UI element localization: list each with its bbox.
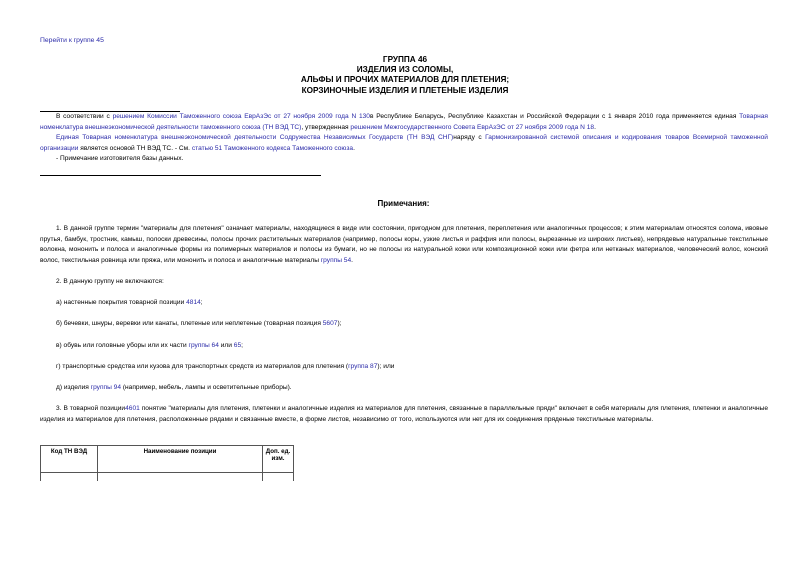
text: . [353, 144, 355, 152]
table-cell [263, 473, 294, 482]
back-to-group-45-link[interactable]: Перейти к группе 45 [40, 37, 104, 44]
text: или [218, 341, 234, 349]
note-2b [40, 319, 768, 330]
text: ; [241, 341, 243, 349]
text: В соответствии с [56, 113, 113, 120]
group-94-link[interactable]: группы 94 [90, 383, 122, 391]
text: в Республике Беларусь, Республике Казахстан и Российской Федерации с 1 января 2010 года применяется единая [369, 113, 740, 120]
text: 1. В данной группе термин "материалы для плетения" означает материалы, находящиеся в виде или состоянии, пригодном для плетения, переплетения или аналогичных процессов; к этим материалам относятся солома, ивовые прутья, бамбук, тростник, камыш, полоски древесины, полосы прочих растительных материалов (например, полосы коры, узкие листья и раффия или полосы, вырезанные из широких листьев), непрядевые натуральные текстильные волокна, мононить и полоса и аналогичные формы из полимерных материалов и полосы из бумаги, но не полосы из натуральной кожи или композиционной кожи или фетра или нетканых материалов, человеческий волос, конский волос, текстильная ровница или пряжа, или мононить и полоса и аналогичные материалы [40, 225, 768, 264]
heading-4601-link[interactable]: 4601 [125, 405, 140, 413]
group-87-link[interactable]: группа 87 [348, 362, 378, 370]
text: . [594, 123, 596, 131]
text: а) настенные покрытия товарной позиции [56, 299, 187, 307]
table-cell [41, 473, 98, 482]
harmonized-system-link[interactable]: Гармонизированной системой описания и кодирования товаров Всемирной таможенной организации [40, 134, 768, 152]
column-header-code: Код ТН ВЭД [41, 446, 98, 473]
note-2: 2. В данную группу не включаются: [56, 277, 164, 285]
note-2d [40, 362, 768, 373]
text: наряду с [453, 134, 486, 142]
page-title [250, 55, 560, 96]
group-54-link[interactable]: группы 54 [320, 256, 352, 264]
text: , утвержденная [301, 123, 351, 131]
tariff-table [40, 445, 294, 481]
text: понятие "материалы для плетения, плетенки и аналогичные изделия из материалов для плетения, связанные в параллельные пряди" включает в себя материалы для плетения, плетенки и аналогичные изделия из материалов для плетения, расположенные рядами и связанные вместе, в форме листов, независимо от того, используются или нет для их соединения пряденые текстильные материалы. [40, 405, 768, 423]
table-cell [98, 473, 263, 482]
editor-note [40, 112, 768, 165]
tn-ved-sng-link[interactable]: Единая Товарная номенклатура внешнеэкономической деятельности Содружества Независимых Государств (ТН ВЭД СНГ) [56, 134, 454, 142]
text: г) транспортные средства или кузова для транспортных средств из материалов для плетения ( [56, 362, 349, 370]
heading-5607-link[interactable]: 5607 [322, 320, 338, 328]
note-1 [40, 224, 768, 266]
note-3 [40, 404, 768, 425]
text: (например, мебель, лампы и осветительные приборы). [121, 383, 292, 391]
group-65-link[interactable]: 65 [233, 341, 242, 349]
text: является основой ТН ВЭД ТС. - См. [78, 144, 192, 152]
intro-paragraph-1 [40, 112, 768, 133]
text: ); или [377, 362, 395, 370]
text: 3. В товарной позиции [56, 405, 126, 413]
text: в) обувь или головные уборы или их части [56, 341, 189, 349]
title-line-1: ГРУППА 46 [382, 55, 428, 64]
text: ); [337, 320, 342, 328]
decision-130-link[interactable]: решением Комиссии Таможенного союза ЕврАзЭс от 27 ноября 2009 года N 130 [112, 113, 370, 120]
divider [40, 175, 321, 176]
notes-body [40, 224, 768, 425]
text: д) изделия [56, 383, 91, 391]
title-line-3: АЛЬФЫ И ПРОЧИХ МАТЕРИАЛОВ ДЛЯ ПЛЕТЕНИЯ; [300, 75, 510, 85]
note-2e [40, 383, 768, 394]
column-header-unit: Доп. ед. изм. [263, 446, 294, 473]
customs-code-article-51-link[interactable]: статью 51 Таможенного кодекса Таможенного союза [191, 144, 354, 152]
heading-4814-link[interactable]: 4814 [186, 299, 201, 307]
decision-18-link[interactable]: решением Межгосударственного Совета ЕврАзЭС от 27 ноября 2009 года N 18 [350, 123, 595, 131]
note-2a [40, 298, 768, 309]
title-line-4: КОРЗИНОЧНЫЕ ИЗДЕЛИЯ И ПЛЕТЕНЫЕ ИЗДЕЛИЯ [301, 85, 509, 95]
intro-paragraph-2 [40, 133, 768, 154]
text: . [351, 256, 353, 264]
notes-heading: Примечания: [377, 199, 430, 208]
tn-ved-ts-link[interactable]: Товарная номенклатура внешнеэкономической деятельности таможенного союза (ТН ВЭД ТС) [40, 113, 768, 131]
text: б) бечевки, шнуры, веревки или канаты, плетеные или неплетеные (товарная позиция [56, 320, 323, 328]
note-2c [40, 341, 768, 352]
intro-paragraph-3: - Примечание изготовителя базы данных. [56, 155, 184, 163]
text: ; [200, 299, 203, 307]
column-header-name: Наименование позиции [98, 446, 263, 473]
table-header-row [41, 446, 294, 473]
group-64-link[interactable]: группы 64 [188, 341, 219, 349]
title-line-2: ИЗДЕЛИЯ ИЗ СОЛОМЫ, [356, 65, 454, 75]
table-row [41, 473, 294, 482]
